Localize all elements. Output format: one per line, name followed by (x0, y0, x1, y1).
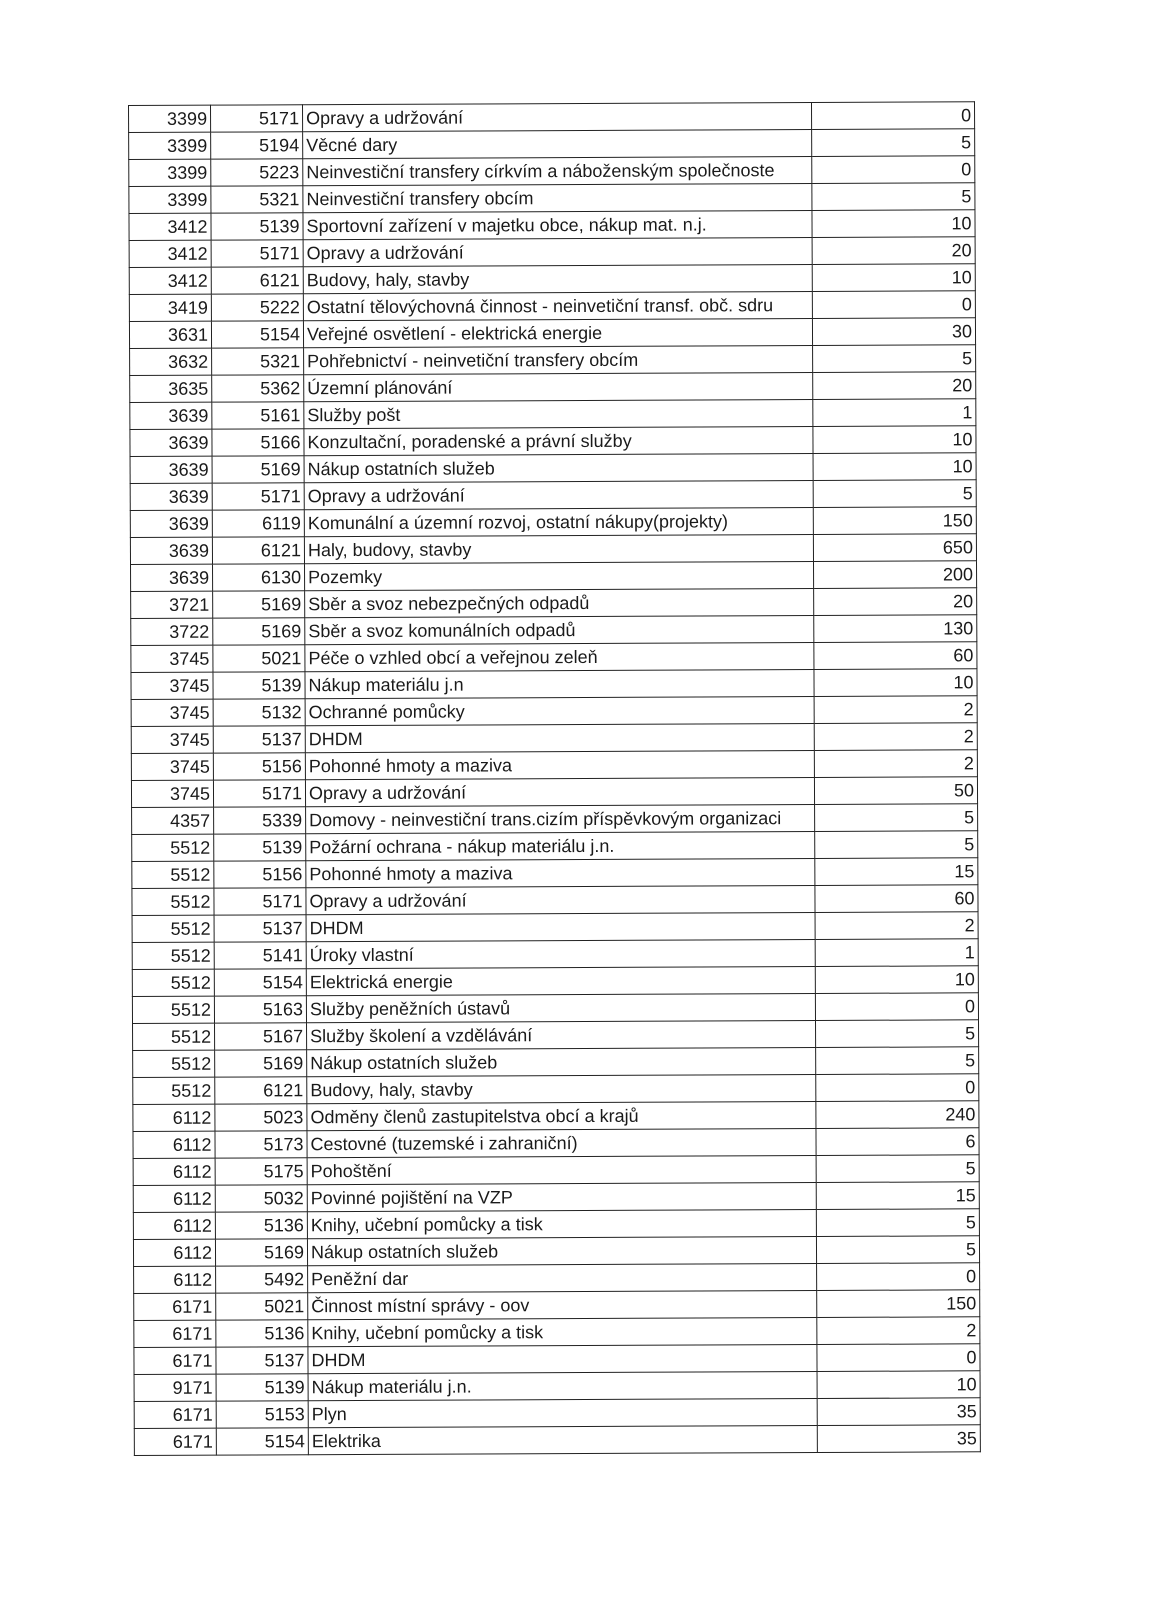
table-row (129, 102, 975, 133)
paragraf-cell: 9171 (134, 1374, 216, 1401)
table-row (132, 939, 978, 970)
paragraf-cell: 3399 (129, 159, 211, 186)
paragraf-cell: 6171 (134, 1320, 216, 1347)
paragraf-cell: 3639 (130, 402, 212, 429)
paragraf-cell: 3639 (130, 429, 212, 456)
description-cell: Konzultační, poradenské a právní služby (304, 427, 813, 456)
table-row (134, 1344, 980, 1375)
table-row (129, 264, 975, 295)
amount-cell: 200 (813, 561, 976, 589)
description-cell: Opravy a udržování (305, 778, 814, 807)
table-row (132, 804, 978, 835)
amount-cell: 60 (814, 642, 977, 670)
polozka-cell: 5169 (212, 456, 304, 483)
paragraf-cell: 6171 (134, 1293, 216, 1320)
table-row (129, 210, 975, 241)
paragraf-cell: 6112 (133, 1239, 215, 1266)
table-row (130, 534, 976, 565)
description-cell: Plyn (308, 1399, 817, 1428)
polozka-cell: 5173 (215, 1131, 307, 1158)
paragraf-cell: 3399 (129, 105, 211, 132)
description-cell: Požární ochrana - nákup materiálu j.n. (306, 832, 815, 861)
table-row (133, 1020, 979, 1051)
table-row (132, 831, 978, 862)
table-row (130, 507, 976, 538)
table-row (129, 129, 975, 160)
paragraf-cell: 3745 (131, 780, 213, 807)
polozka-cell: 6121 (212, 537, 304, 564)
polozka-cell: 5167 (215, 1023, 307, 1050)
polozka-cell: 5136 (216, 1320, 308, 1347)
table-row (134, 1317, 980, 1348)
paragraf-cell: 6171 (134, 1347, 216, 1374)
polozka-cell: 5021 (213, 645, 305, 672)
paragraf-cell: 5512 (132, 942, 214, 969)
table-row (129, 291, 975, 322)
table-row (131, 588, 977, 619)
table-row (133, 1074, 979, 1105)
amount-cell: 5 (815, 831, 978, 859)
paragraf-cell: 6112 (133, 1131, 215, 1158)
table-row (133, 1182, 979, 1213)
table-row (131, 561, 977, 592)
paragraf-cell: 3745 (131, 645, 213, 672)
budget-table-body (129, 102, 981, 1456)
polozka-cell: 5153 (216, 1401, 308, 1428)
paragraf-cell: 3399 (129, 132, 211, 159)
amount-cell: 5 (816, 1047, 979, 1075)
paragraf-cell: 5512 (133, 1077, 215, 1104)
polozka-cell: 6121 (211, 267, 303, 294)
polozka-cell: 5223 (211, 159, 303, 186)
description-cell: Knihy, učební pomůcky a tisk (308, 1318, 817, 1347)
description-cell: Činnost místní správy - oov (308, 1291, 817, 1320)
paragraf-cell: 6171 (134, 1428, 216, 1455)
amount-cell: 15 (815, 858, 978, 886)
table-row (132, 912, 978, 943)
description-cell: Věcné dary (303, 130, 812, 159)
paragraf-cell: 3639 (130, 456, 212, 483)
amount-cell: 5 (816, 1155, 979, 1183)
table-row (134, 1425, 980, 1456)
paragraf-cell: 5512 (132, 996, 214, 1023)
polozka-cell: 5154 (211, 321, 303, 348)
amount-cell: 10 (814, 669, 977, 697)
description-cell: Cestovné (tuzemské i zahraniční) (307, 1129, 816, 1158)
amount-cell: 5 (813, 345, 976, 373)
amount-cell: 2 (817, 1317, 980, 1345)
description-cell: Budovy, haly, stavby (303, 265, 812, 294)
amount-cell: 0 (817, 1344, 980, 1372)
description-cell: DHDM (306, 913, 815, 942)
table-row (133, 1236, 979, 1267)
amount-cell: 15 (816, 1182, 979, 1210)
table-row (134, 1290, 980, 1321)
description-cell: Opravy a udržování (306, 886, 815, 915)
description-cell: Veřejné osvětlení - elektrická energie (303, 319, 812, 348)
amount-cell: 150 (817, 1290, 980, 1318)
polozka-cell: 5139 (214, 834, 306, 861)
amount-cell: 1 (815, 939, 978, 967)
paragraf-cell: 6112 (133, 1104, 215, 1131)
amount-cell: 30 (812, 318, 975, 346)
amount-cell: 2 (814, 723, 977, 751)
table-row (131, 615, 977, 646)
table-row (134, 1263, 980, 1294)
description-cell: Služby peněžních ústavů (306, 994, 815, 1023)
description-cell: Domovy - neinvestiční trans.cizím příspěvkovým organizaci (306, 805, 815, 834)
description-cell: Služby školení a vzdělávání (307, 1021, 816, 1050)
amount-cell: 0 (812, 156, 975, 184)
description-cell: Pohonné hmoty a maziva (305, 751, 814, 780)
paragraf-cell: 6171 (134, 1401, 216, 1428)
table-row (129, 183, 975, 214)
polozka-cell: 5362 (212, 375, 304, 402)
table-row (130, 480, 976, 511)
description-cell: Nákup ostatních služeb (307, 1048, 816, 1077)
paragraf-cell: 3412 (129, 267, 211, 294)
polozka-cell: 5169 (215, 1050, 307, 1077)
table-row (130, 426, 976, 457)
amount-cell: 150 (813, 507, 976, 535)
description-cell: Nákup ostatních služeb (307, 1237, 816, 1266)
paragraf-cell: 5512 (132, 888, 214, 915)
polozka-cell: 5171 (211, 240, 303, 267)
polozka-cell: 5137 (214, 915, 306, 942)
description-cell: Pohoštění (307, 1156, 816, 1185)
description-cell: DHDM (308, 1345, 817, 1374)
amount-cell: 130 (814, 615, 977, 643)
paragraf-cell: 3419 (129, 294, 211, 321)
polozka-cell: 5222 (211, 294, 303, 321)
amount-cell: 240 (816, 1101, 979, 1129)
description-cell: Opravy a udržování (303, 103, 812, 132)
amount-cell: 6 (816, 1128, 979, 1156)
polozka-cell: 5139 (216, 1374, 308, 1401)
table-row (133, 1209, 979, 1240)
amount-cell: 0 (812, 291, 975, 319)
table-row (132, 885, 978, 916)
description-cell: Knihy, učební pomůcky a tisk (307, 1210, 816, 1239)
paragraf-cell: 4357 (132, 807, 214, 834)
description-cell: Pohřebnictví - neinvetiční transfery obcím (304, 346, 813, 375)
description-cell: Péče o vzhled obcí a veřejnou zeleň (305, 643, 814, 672)
polozka-cell: 5137 (216, 1347, 308, 1374)
description-cell: Ostatní tělovýchovná činnost - neinvetiční transf. obč. sdru (303, 292, 812, 321)
amount-cell: 35 (817, 1425, 980, 1453)
budget-table (128, 101, 981, 1456)
table-row (132, 858, 978, 889)
table-row (131, 669, 977, 700)
amount-cell: 50 (814, 777, 977, 805)
amount-cell: 2 (814, 696, 977, 724)
description-cell: Elektrika (308, 1426, 817, 1455)
amount-cell: 0 (816, 1074, 979, 1102)
amount-cell: 0 (815, 993, 978, 1021)
description-cell: Odměny členů zastupitelstva obcí a krajů (307, 1102, 816, 1131)
paragraf-cell: 6112 (133, 1158, 215, 1185)
table-row (131, 642, 977, 673)
description-cell: Nákup ostatních služeb (304, 454, 813, 483)
polozka-cell: 5163 (214, 996, 306, 1023)
amount-cell: 5 (816, 1209, 979, 1237)
polozka-cell: 5154 (216, 1428, 308, 1455)
table-row (134, 1398, 980, 1429)
table-row (129, 318, 975, 349)
table-row (133, 1101, 979, 1132)
polozka-cell: 5339 (214, 807, 306, 834)
description-cell: Elektrická energie (306, 967, 815, 996)
paragraf-cell: 3399 (129, 186, 211, 213)
polozka-cell: 5137 (213, 726, 305, 753)
description-cell: Služby pošt (304, 400, 813, 429)
table-row (134, 1371, 980, 1402)
description-cell: Ochranné pomůcky (305, 697, 814, 726)
polozka-cell: 6130 (213, 564, 305, 591)
polozka-cell: 5023 (215, 1104, 307, 1131)
amount-cell: 10 (812, 210, 975, 238)
table-row (130, 345, 976, 376)
paragraf-cell: 5512 (132, 969, 214, 996)
amount-cell: 5 (815, 804, 978, 832)
polozka-cell: 5175 (215, 1158, 307, 1185)
amount-cell: 0 (811, 102, 974, 130)
paragraf-cell: 3635 (130, 375, 212, 402)
amount-cell: 20 (812, 237, 975, 265)
polozka-cell: 5169 (215, 1239, 307, 1266)
table-row (130, 372, 976, 403)
amount-cell: 1 (813, 399, 976, 427)
table-row (131, 750, 977, 781)
description-cell: DHDM (305, 724, 814, 753)
description-cell: Peněžní dar (308, 1264, 817, 1293)
table-row (133, 1128, 979, 1159)
description-cell: Komunální a územní rozvoj, ostatní nákupy(projekty) (304, 508, 813, 537)
amount-cell: 20 (813, 372, 976, 400)
table-row (132, 993, 978, 1024)
paragraf-cell: 3631 (129, 321, 211, 348)
table-row (132, 966, 978, 997)
table-row (130, 399, 976, 430)
description-cell: Úroky vlastní (306, 940, 815, 969)
polozka-cell: 5032 (215, 1185, 307, 1212)
description-cell: Pohonné hmoty a maziva (306, 859, 815, 888)
table-row (131, 696, 977, 727)
amount-cell: 35 (817, 1398, 980, 1426)
paragraf-cell: 6112 (133, 1185, 215, 1212)
polozka-cell: 5169 (213, 618, 305, 645)
polozka-cell: 5154 (214, 969, 306, 996)
polozka-cell: 6121 (215, 1077, 307, 1104)
description-cell: Sběr a svoz nebezpečných odpadů (305, 589, 814, 618)
table-row (130, 453, 976, 484)
paragraf-cell: 3722 (131, 618, 213, 645)
amount-cell: 2 (814, 750, 977, 778)
polozka-cell: 5171 (212, 483, 304, 510)
paragraf-cell: 3632 (130, 348, 212, 375)
description-cell: Sportovní zařízení v majetku obce, nákup mat. n.j. (303, 211, 812, 240)
paragraf-cell: 5512 (132, 834, 214, 861)
description-cell: Povinné pojištění na VZP (307, 1183, 816, 1212)
amount-cell: 10 (817, 1371, 980, 1399)
polozka-cell: 5492 (216, 1266, 308, 1293)
amount-cell: 650 (813, 534, 976, 562)
description-cell: Sběr a svoz komunálních odpadů (305, 616, 814, 645)
amount-cell: 10 (815, 966, 978, 994)
polozka-cell: 5021 (216, 1293, 308, 1320)
amount-cell: 0 (817, 1263, 980, 1291)
polozka-cell: 5321 (211, 186, 303, 213)
amount-cell: 5 (813, 480, 976, 508)
description-cell: Haly, budovy, stavby (304, 535, 813, 564)
polozka-cell: 6119 (212, 510, 304, 537)
amount-cell: 5 (812, 129, 975, 157)
polozka-cell: 5132 (213, 699, 305, 726)
polozka-cell: 5161 (212, 402, 304, 429)
description-cell: Opravy a udržování (304, 481, 813, 510)
amount-cell: 5 (812, 183, 975, 211)
amount-cell: 2 (815, 912, 978, 940)
polozka-cell: 5166 (212, 429, 304, 456)
polozka-cell: 5321 (212, 348, 304, 375)
description-cell: Pozemky (305, 562, 814, 591)
amount-cell: 60 (815, 885, 978, 913)
amount-cell: 10 (813, 426, 976, 454)
description-cell: Neinvestiční transfery obcím (303, 184, 812, 213)
amount-cell: 10 (812, 264, 975, 292)
paragraf-cell: 3639 (131, 564, 213, 591)
polozka-cell: 5141 (214, 942, 306, 969)
polozka-cell: 5194 (211, 132, 303, 159)
polozka-cell: 5139 (213, 672, 305, 699)
table-row (133, 1155, 979, 1186)
paragraf-cell: 5512 (132, 861, 214, 888)
polozka-cell: 5156 (213, 753, 305, 780)
description-cell: Opravy a udržování (303, 238, 812, 267)
polozka-cell: 5139 (211, 213, 303, 240)
table-row (133, 1047, 979, 1078)
table-row (129, 156, 975, 187)
paragraf-cell: 5512 (133, 1050, 215, 1077)
description-cell: Nákup materiálu j.n. (308, 1372, 817, 1401)
polozka-cell: 5169 (213, 591, 305, 618)
amount-cell: 20 (814, 588, 977, 616)
description-cell: Budovy, haly, stavby (307, 1075, 816, 1104)
polozka-cell: 5171 (211, 105, 303, 132)
polozka-cell: 5171 (213, 780, 305, 807)
amount-cell: 5 (816, 1236, 979, 1264)
paragraf-cell: 3745 (131, 672, 213, 699)
table-row (129, 237, 975, 268)
paragraf-cell: 3412 (129, 213, 211, 240)
paragraf-cell: 3745 (131, 726, 213, 753)
description-cell: Územní plánování (304, 373, 813, 402)
table-row (131, 723, 977, 754)
table-row (131, 777, 977, 808)
polozka-cell: 5136 (215, 1212, 307, 1239)
paragraf-cell: 3721 (131, 591, 213, 618)
description-cell: Nákup materiálu j.n (305, 670, 814, 699)
paragraf-cell: 3745 (131, 699, 213, 726)
polozka-cell: 5156 (214, 861, 306, 888)
description-cell: Neinvestiční transfery církvím a náboženským společnoste (303, 157, 812, 186)
paragraf-cell: 3639 (130, 537, 212, 564)
paragraf-cell: 3745 (131, 753, 213, 780)
paragraf-cell: 6112 (133, 1212, 215, 1239)
paragraf-cell: 3639 (130, 510, 212, 537)
paragraf-cell: 5512 (132, 915, 214, 942)
paragraf-cell: 3412 (129, 240, 211, 267)
amount-cell: 10 (813, 453, 976, 481)
polozka-cell: 5171 (214, 888, 306, 915)
paragraf-cell: 5512 (133, 1023, 215, 1050)
paragraf-cell: 6112 (134, 1266, 216, 1293)
amount-cell: 5 (816, 1020, 979, 1048)
paragraf-cell: 3639 (130, 483, 212, 510)
